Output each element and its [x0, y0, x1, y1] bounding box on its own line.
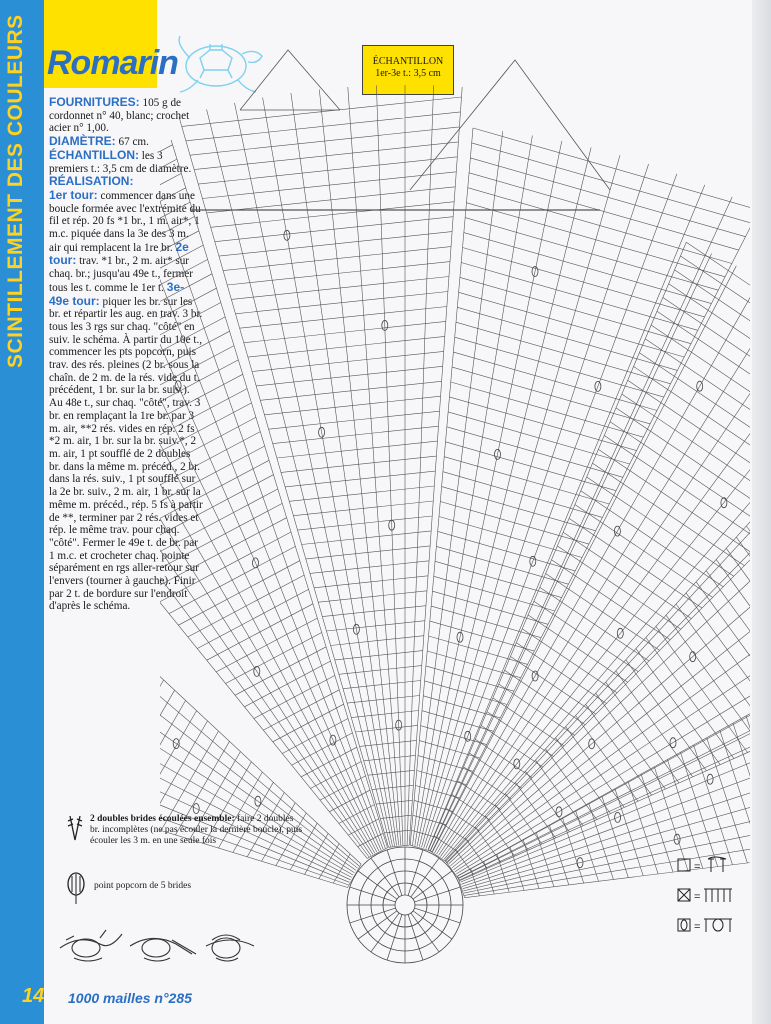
fournitures-label: FOURNITURES: — [49, 95, 140, 109]
svg-text:=: = — [694, 861, 701, 873]
tour2-text: trav. *1 br., 2 m. air* sur chaq. br.; jusqu'au 49e t., fermer tous les t. comme le 1er t. — [49, 255, 193, 294]
echantillon-box-title: ÉCHANTILLON — [372, 56, 444, 67]
echantillon-label: ÉCHANTILLON: — [49, 147, 139, 162]
chart-points — [240, 50, 610, 190]
chart-wedge — [410, 128, 750, 852]
chart-grid — [160, 140, 388, 858]
legend-item1-label: 2 doubles brides écoulées ensemble: — [90, 814, 235, 824]
center-spoke — [350, 887, 396, 902]
tour1-text: commencer dans une boucle formée avec l'extrémité du fil et rép. 20 fs *1 br., 1 m. air*, 1 m.c. piquée dans la 3e des 3 m. air qui remplacent la 1re br. — [49, 189, 201, 254]
center-spoke — [387, 850, 402, 896]
echantillon-box-text: 1er-3e t.: 3,5 cm — [375, 68, 441, 79]
center-spoke — [415, 908, 461, 923]
diametre-text: 67 cm. — [118, 136, 149, 149]
magazine-name: 1000 mailles n°285 — [68, 990, 192, 1006]
tour1-label: 1er tour: — [49, 187, 98, 202]
fournitures-text: 105 g de cordonnet n° 40, blanc; crochet acier n° 1,00. — [49, 97, 190, 135]
stitch-steps-illustration — [56, 918, 262, 966]
diametre-label: DIAMÈTRE: — [49, 134, 116, 149]
center-spoke — [387, 915, 402, 961]
page-number: 14 — [22, 985, 45, 1007]
center-spoke — [350, 908, 396, 923]
tour3-text: piquer les br. sur les br. et répartir les aug. en trav. 3 br. tous les 3 rgs sur chaq. "côté" en suiv. le schéma. À partir du 10e t., commencer les pts popcorn, puis trav. des rés. pleines (2 br. sous la chaîn. de 2 m. de la rés. vide du t. précédent, 1 br. sur la br. suiv.). Au 48e t., sur chaq. "côté", trav. 3 br. en remplaçant la 1re br. par 3 m. air, **2 rés. vides en rép. 2 fs *2 m. air, 1 br. sur la br. suiv.*, 2 m. air, 1 pt soufflé de 2 doubles br. dans la même m. précéd., 2 br. dans la rés. suiv., 1 pt soufflé sur la 2e br. suiv., 2 m. air, 1 br. sur la même m. précéd., rép. 5 fs à partir de **, terminer par 2 rés. vides et rép. le même trav. pour chaq. "côté". Fermer le 49e t. de br. par 1 m.c. et crocheter chaq. pointe séparément en rgs aller-retour sur l'envers (tourner à gauche). Finir par 2 t. de bordure sur l'endroit d'après le schéma. — [49, 295, 203, 613]
echantillon-text: les 3 premiers t.: 3,5 cm de diamètre. — [49, 149, 192, 175]
svg-text:=: = — [694, 921, 701, 933]
page-edge — [752, 0, 771, 1024]
tour3-label: 3e-49e tour: — [49, 279, 185, 308]
popcorn-symbol-icon — [64, 870, 88, 906]
chart-grid — [410, 128, 750, 852]
double-treble-symbol-icon — [66, 812, 84, 842]
sidebar-title: SCINTILLEMENT DES COULEURS — [4, 14, 27, 368]
legend-item-popcorn: point popcorn de 5 brides — [94, 881, 192, 891]
section-sidebar — [0, 0, 44, 1024]
svg-text:=: = — [694, 891, 701, 903]
chart-wedge — [160, 140, 388, 858]
realisation-label: RÉALISATION: — [49, 174, 134, 189]
legend-item-double-treble — [90, 814, 305, 847]
legend-item1-text: faire 2 doubles br. incomplètes (ne pas écouler la dernière boucle), puis écouler les 3 m. en une seule fois — [90, 814, 303, 846]
center-spoke — [408, 915, 423, 961]
symbol-key — [676, 855, 738, 945]
tour2-label: 2e tour: — [49, 239, 189, 268]
center-spoke — [415, 887, 461, 902]
pattern-title: Romarin — [47, 44, 178, 82]
center-spoke — [408, 850, 423, 896]
center-ring — [395, 895, 415, 915]
